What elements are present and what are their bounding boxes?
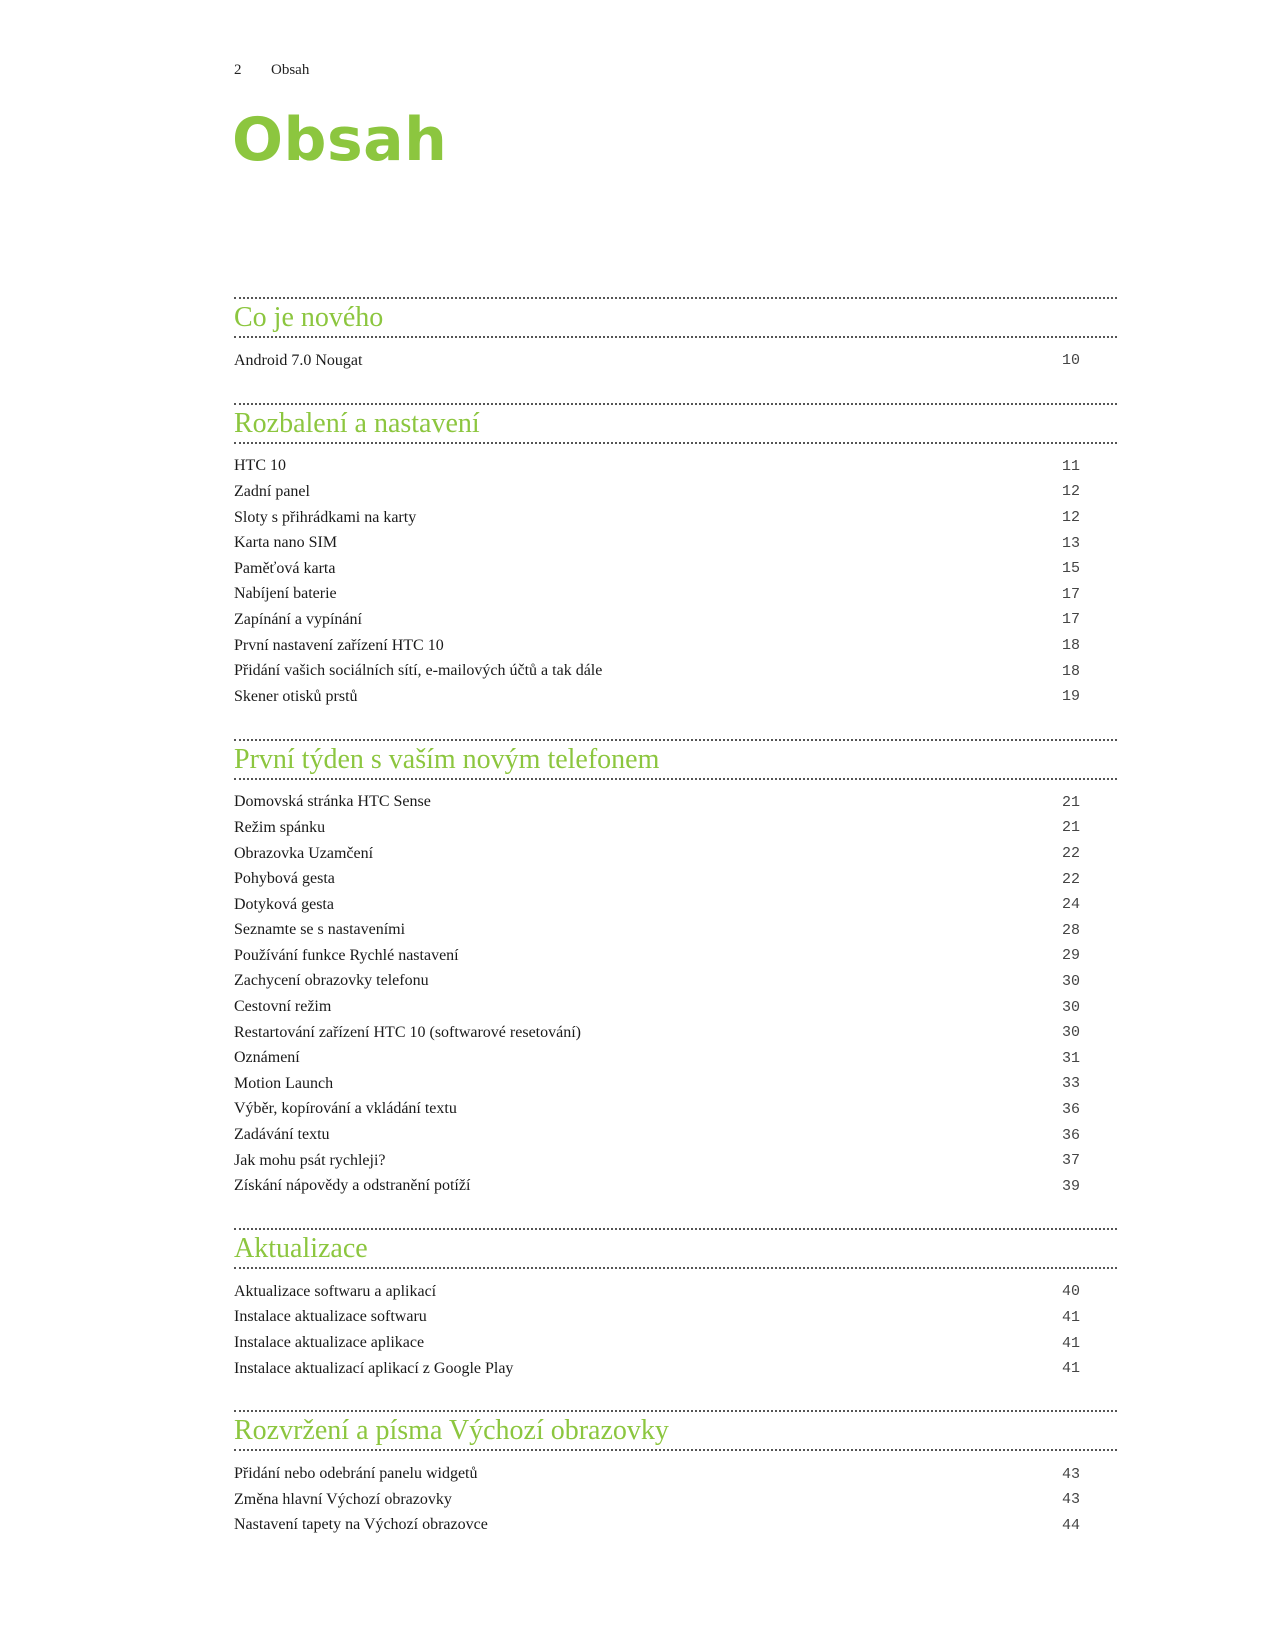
toc-entry-page-number: 22 — [1061, 845, 1080, 863]
toc-entry-title: Sloty s přihrádkami na karty — [234, 508, 417, 526]
toc-entry[interactable] — [234, 1020, 1117, 1046]
toc-entry-title: Používání funkce Rychlé nastavení — [234, 946, 459, 964]
toc-entry-list — [234, 1461, 1117, 1538]
toc-entry[interactable] — [234, 1461, 1117, 1487]
toc-entry-page-number: 39 — [1061, 1177, 1080, 1195]
toc-entry-title: Nabíjení baterie — [234, 585, 337, 603]
toc-entry[interactable] — [234, 1097, 1117, 1123]
toc-entry-page-number: 17 — [1061, 585, 1080, 603]
toc-entry-title: První nastavení zařízení HTC 10 — [234, 636, 444, 654]
toc-entry[interactable] — [234, 841, 1117, 867]
toc-entry-page-number: 11 — [1061, 457, 1080, 475]
toc-entry-title: HTC 10 — [234, 457, 286, 475]
toc-entry-title: Instalace aktualizace softwaru — [234, 1308, 427, 1326]
toc-entry-title: Android 7.0 Nougat — [234, 351, 363, 369]
toc-entry-title: Změna hlavní Výchozí obrazovky — [234, 1490, 452, 1508]
toc-entry-title: Instalace aktualizace aplikace — [234, 1334, 425, 1352]
toc-entry-page-number: 19 — [1061, 688, 1080, 706]
toc-section-heading[interactable]: První týden s vaším novým telefonem — [234, 739, 1117, 780]
toc-section — [234, 403, 1117, 710]
running-header — [234, 62, 309, 79]
toc-entry-title: Přidání nebo odebrání panelu widgetů — [234, 1465, 478, 1483]
toc-entry-title: Restartování zařízení HTC 10 (softwarové resetování) — [234, 1023, 581, 1041]
toc-entry[interactable] — [234, 1487, 1117, 1513]
toc-entry[interactable] — [234, 918, 1117, 944]
toc-entry[interactable] — [234, 582, 1117, 608]
toc-entry-page-number: 21 — [1061, 819, 1080, 837]
toc-entry-title: Obrazovka Uzamčení — [234, 844, 374, 862]
toc-entry[interactable] — [234, 1356, 1117, 1382]
toc-entry[interactable] — [234, 607, 1117, 633]
toc-entry-title: Skener otisků prstů — [234, 687, 358, 705]
toc-entry-title: Přidání vašich sociálních sítí, e-mailových účtů a tak dále — [234, 662, 603, 680]
toc-entry[interactable] — [234, 658, 1117, 684]
page-number: 2 — [234, 62, 242, 78]
toc-entry[interactable] — [234, 684, 1117, 710]
toc-entry-title: Zapínání a vypínání — [234, 610, 362, 628]
toc-entry-page-number: 15 — [1061, 560, 1080, 578]
toc-entry[interactable] — [234, 1330, 1117, 1356]
toc-entry[interactable] — [234, 454, 1117, 480]
toc-entry-page-number: 28 — [1061, 921, 1080, 939]
toc-entry[interactable] — [234, 1305, 1117, 1331]
toc-entry-title: Zadávání textu — [234, 1126, 330, 1144]
toc-entry-list — [234, 1279, 1117, 1381]
toc-entry[interactable] — [234, 1279, 1117, 1305]
toc-section-heading[interactable]: Aktualizace — [234, 1228, 1117, 1269]
toc-entry-page-number: 29 — [1061, 947, 1080, 965]
toc-entry[interactable] — [234, 1071, 1117, 1097]
toc-section — [234, 739, 1117, 1200]
toc-entry-title: Režim spánku — [234, 818, 326, 836]
toc-entry-page-number: 41 — [1061, 1308, 1080, 1326]
toc-entry-list — [234, 348, 1117, 374]
toc-entry-page-number: 18 — [1061, 637, 1080, 655]
toc-entry-title: Zachycení obrazovky telefonu — [234, 972, 429, 990]
toc-entry-page-number: 43 — [1061, 1465, 1080, 1483]
toc-entry-page-number: 37 — [1061, 1152, 1080, 1170]
toc-section — [234, 1410, 1117, 1538]
toc-entry-page-number: 12 — [1061, 509, 1080, 527]
running-title: Obsah — [271, 62, 310, 78]
toc-entry-page-number: 33 — [1061, 1075, 1080, 1093]
toc-entry-title: Karta nano SIM — [234, 534, 338, 552]
toc-entry[interactable] — [234, 1045, 1117, 1071]
toc-entry-page-number: 30 — [1061, 1024, 1080, 1042]
toc-entry[interactable] — [234, 556, 1117, 582]
toc-entry[interactable] — [234, 1173, 1117, 1199]
toc-section-heading[interactable]: Rozbalení a nastavení — [234, 403, 1117, 444]
toc-section — [234, 1228, 1117, 1381]
toc-entry[interactable] — [234, 348, 1117, 374]
toc-entry-title: Cestovní režim — [234, 998, 332, 1016]
toc-entry[interactable] — [234, 1148, 1117, 1174]
toc-entry-page-number: 21 — [1061, 793, 1080, 811]
toc-entry-page-number: 44 — [1061, 1516, 1080, 1534]
toc-entry-title: Získání nápovědy a odstranění potíží — [234, 1177, 471, 1195]
toc-entry-page-number: 36 — [1061, 1126, 1080, 1144]
toc-entry-page-number: 22 — [1061, 870, 1080, 888]
toc-entry[interactable] — [234, 866, 1117, 892]
page-title: Obsah — [232, 105, 448, 175]
toc-entry-page-number: 18 — [1061, 662, 1080, 680]
toc-entry[interactable] — [234, 892, 1117, 918]
toc-entry[interactable] — [234, 815, 1117, 841]
toc-section-heading[interactable]: Co je nového — [234, 297, 1117, 338]
toc-section-heading[interactable]: Rozvržení a písma Výchozí obrazovky — [234, 1410, 1117, 1451]
toc-entry[interactable] — [234, 479, 1117, 505]
toc-entry-title: Výběr, kopírování a vkládání textu — [234, 1100, 457, 1118]
toc-entry-title: Paměťová karta — [234, 559, 336, 577]
toc-entry-page-number: 24 — [1061, 896, 1080, 914]
toc-entry[interactable] — [234, 994, 1117, 1020]
toc-entry-page-number: 36 — [1061, 1100, 1080, 1118]
toc-entry-title: Domovská stránka HTC Sense — [234, 793, 431, 811]
toc-entry-page-number: 41 — [1061, 1334, 1080, 1352]
toc-entry-title: Motion Launch — [234, 1074, 334, 1092]
toc-entry-title: Oznámení — [234, 1049, 300, 1067]
toc-entry-title: Jak mohu psát rychleji? — [234, 1151, 386, 1169]
toc-section — [234, 297, 1117, 374]
toc-entry[interactable] — [234, 969, 1117, 995]
toc-entry-page-number: 41 — [1061, 1360, 1080, 1378]
toc-entry[interactable] — [234, 790, 1117, 816]
toc-entry-page-number: 43 — [1061, 1491, 1080, 1509]
toc-entry-title: Pohybová gesta — [234, 870, 335, 888]
toc-entry[interactable] — [234, 505, 1117, 531]
toc-entry[interactable] — [234, 1122, 1117, 1148]
toc-entry-title: Seznamte se s nastaveními — [234, 921, 406, 939]
toc-entry-page-number: 30 — [1061, 972, 1080, 990]
toc-entry-page-number: 10 — [1061, 352, 1080, 370]
toc-entry-page-number: 31 — [1061, 1049, 1080, 1067]
toc-entry[interactable] — [234, 633, 1117, 659]
toc-entry-page-number: 12 — [1061, 483, 1080, 501]
toc-entry-title: Nastavení tapety na Výchozí obrazovce — [234, 1516, 488, 1534]
toc-entry[interactable] — [234, 943, 1117, 969]
toc-entry-page-number: 40 — [1061, 1283, 1080, 1301]
toc-entry[interactable] — [234, 530, 1117, 556]
toc-entry-title: Zadní panel — [234, 482, 310, 500]
toc-entry-page-number: 30 — [1061, 998, 1080, 1016]
toc-entry-title: Instalace aktualizací aplikací z Google Play — [234, 1359, 514, 1377]
toc-entry-page-number: 13 — [1061, 534, 1080, 552]
toc-entry-list — [234, 454, 1117, 710]
table-of-contents — [234, 297, 1117, 1567]
toc-entry-list — [234, 790, 1117, 1200]
toc-entry[interactable] — [234, 1513, 1117, 1539]
toc-entry-page-number: 17 — [1061, 611, 1080, 629]
toc-entry-title: Aktualizace softwaru a aplikací — [234, 1282, 437, 1300]
toc-entry-title: Dotyková gesta — [234, 895, 334, 913]
